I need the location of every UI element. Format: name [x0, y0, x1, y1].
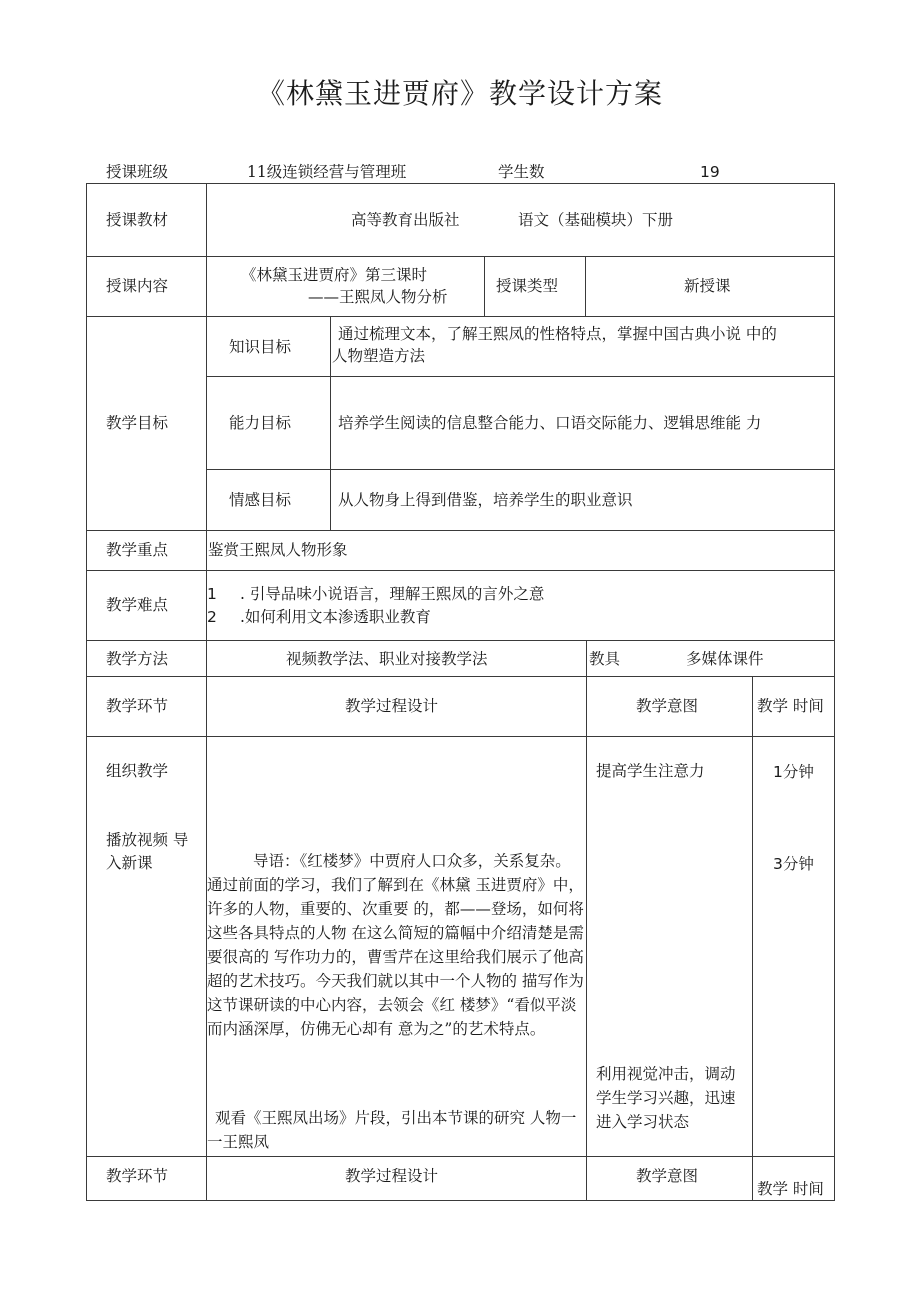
page-title: 《林黛玉进贾府》教学设计方案	[256, 77, 663, 110]
header-time-2: 教学 时间	[757, 1180, 824, 1198]
class-label: 授课班级	[106, 163, 169, 181]
difficulty-text-1: . 引导品味小说语言，理解王熙凤的言外之意	[240, 585, 545, 603]
difficulty-text-2: .如何利用文本渗透职业教育	[240, 608, 431, 626]
tools-value: 多媒体课件	[686, 650, 764, 668]
difficulty-num-1: 1	[207, 585, 217, 603]
textbook-label: 授课教材	[106, 211, 169, 229]
goal-knowledge-text-1: 通过梳理文本，了解王熙凤的性格特点，掌握中国古典小说 中的	[338, 325, 777, 343]
header-process-2: 教学过程设计	[345, 1167, 439, 1185]
header-intent-2: 教学意图	[636, 1167, 699, 1185]
students-value: 19	[700, 163, 720, 181]
goal-ability-name: 能力目标	[229, 414, 292, 432]
goal-emotion-name: 情感目标	[229, 491, 292, 509]
class-value: 11级连锁经营与管理班	[247, 163, 407, 181]
content-line1: 《林黛玉进贾府》第三课时	[241, 266, 428, 284]
method-value: 视频教学法、职业对接教学法	[286, 650, 488, 668]
content-type-value: 新授课	[684, 277, 731, 295]
difficulty-num-2: 2	[207, 608, 217, 626]
time-1min: 1分钟	[773, 763, 814, 781]
goal-ability-text: 培养学生阅读的信息整合能力、口语交际能力、逻辑思维能 力	[338, 414, 762, 432]
keypoint-label: 教学重点	[106, 541, 169, 559]
stage-video-line1: 播放视频 导	[106, 831, 189, 849]
keypoint-value: 鉴赏王熙凤人物形象	[208, 541, 348, 559]
tools-label: 教具	[589, 650, 621, 668]
time-3min: 3分钟	[773, 855, 814, 873]
intent-attention: 提高学生注意力	[596, 762, 705, 780]
video-paragraph: 观看《王熙凤出场》片段，引出本节课的研究 人物一一王熙凤	[207, 1109, 577, 1151]
header-process: 教学过程设计	[345, 697, 439, 715]
students-label: 学生数	[498, 163, 545, 181]
textbook-book: 语文（基础模块）下册	[518, 211, 674, 229]
goals-label: 教学目标	[106, 414, 169, 432]
header-intent: 教学意图	[636, 697, 699, 715]
stage-video-line2: 入新课	[106, 854, 153, 872]
content-type-label: 授课类型	[496, 277, 559, 295]
goal-knowledge-name: 知识目标	[229, 338, 292, 356]
header-stage-2: 教学环节	[106, 1167, 169, 1185]
intro-paragraph: 导语：《红楼梦》中贾府人口众多，关系复杂。通过前面的学习，我们了解到在《林黛 玉进贾府》中，许多的人物，重要的、次重要 的，都——登场，如何将这些各具特点的人物 在这么简短的篇幅中介绍清楚是需要很高的 写作功力的，曹雪芹在这里给我们展示了他高 超的艺术技巧。今天我们就以其中一个人物的 描写作为这节课研读的中心内容，去领会《红 楼梦》“看似平淡而内涵深厚，仿佛无心却有 意为之”的艺术特点。	[207, 852, 584, 1038]
goal-emotion-text: 从人物身上得到借鉴，培养学生的职业意识	[338, 491, 633, 509]
header-time: 教学 时间	[757, 697, 824, 715]
header-stage: 教学环节	[106, 697, 169, 715]
intent-visual: 利用视觉冲击，调动学生学习兴趣，迅速进入学习状态	[596, 1065, 736, 1131]
content-label: 授课内容	[106, 277, 169, 295]
difficulty-label: 教学难点	[106, 596, 169, 614]
goal-knowledge-text-2: 人物塑造方法	[332, 347, 426, 365]
content-line2: ——王熙凤人物分析	[308, 288, 448, 306]
stage-organize: 组织教学	[106, 762, 169, 780]
textbook-publisher: 高等教育出版社	[351, 211, 460, 229]
method-label: 教学方法	[106, 650, 169, 668]
